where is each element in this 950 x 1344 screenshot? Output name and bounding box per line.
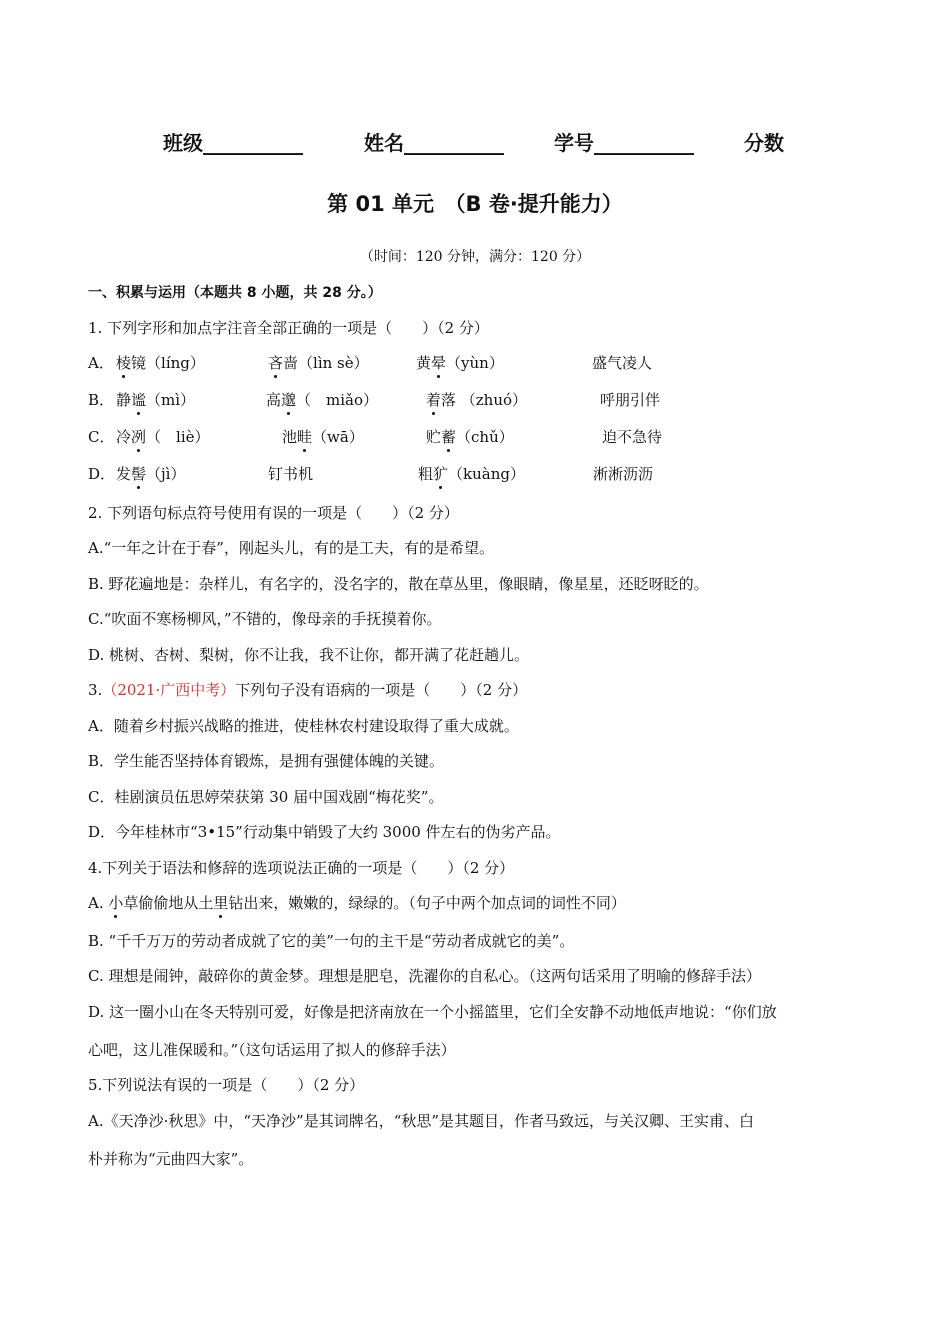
name-field: 姓名__________ [364,131,504,155]
q5-option-a-line1: A.《天净沙·秋思》中，“天净沙”是其词牌名，“秋思”是其题目，作者马致远，与关汉卿、王实甫、白 [88,1112,755,1130]
q1-option-d-item2: 钉书机 [268,465,314,483]
q2-option-b: B. 野花遍地是：杂样儿，有名字的，没名字的，散在草丛里，像眼睛，像星星，还眨呀眨的。 [88,575,709,593]
q1-option-d-label: D． [88,465,116,483]
q3-source: （2021·广西中考） [102,681,236,699]
q3-stem: 3.（2021·广西中考）下列句子没有语病的一项是（ ）（2 分） [88,681,528,699]
page-title: 第 01 单元 （B 卷·提升能力） [327,192,623,216]
q2-option-d: D. 桃树、杏树、梨树，你不让我，我不让你，都开满了花赶趟儿。 [88,646,530,664]
q4-option-b: B. “千千万万的劳动者成就了它的美”一句的主干是“劳动者成就它的美”。 [88,932,575,950]
q1-option-c-item4: 迫不急待 [602,428,663,446]
time-info: （时间：120 分钟，满分：120 分） [359,249,591,265]
section-heading: 一、积累与运用（本题共 8 小题，共 28 分。） [88,285,382,301]
q1-option-a-item1: 棱镜（líng） [116,354,205,372]
q1-option-d-item4: 淅淅沥沥 [593,465,654,483]
q4-option-d-line1: D. 这一圈小山在冬天特别可爱，好像是把济南放在一个小摇篮里，它们全安静不动地低声地说：“你们放 [88,1003,777,1021]
q2-option-a: A.“一年之计在于春”，刚起头儿，有的是工夫，有的是希望。 [88,539,494,557]
q1-option-b-item1: 静谧（mì） [116,391,196,409]
q4-stem: 4.下列关于语法和修辞的选项说法正确的一项是（ ）（2 分） [88,859,515,877]
q5-option-a-line2: 朴并称为“元曲四大家”。 [88,1150,254,1168]
q1-option-b-item2: 高邈（ miǎo） [266,391,379,409]
class-field: 班级__________ [163,131,303,155]
q2-stem: 2. 下列语句标点符号使用有误的一项是（ ）（2 分） [88,504,459,522]
q4-option-c: C. 理想是闹钟，敲碎你的黄金梦。理想是肥皂，洗濯你的自私心。（这两句话采用了明喻的修辞手法） [88,967,761,985]
q5-stem: 5.下列说法有误的一项是（ ）（2 分） [88,1076,365,1094]
q3-option-b: B．学生能否坚持体育锻炼，是拥有强健体魄的关键。 [88,752,445,770]
q1-option-c-item3: 贮蓄（chǔ） [426,428,514,446]
q1-option-b-item3: 着落 （zhuó） [426,391,528,409]
q1-option-c-item1: 冷冽（ liè） [116,428,210,446]
student-id-field: 学号__________ [554,131,694,155]
q1-option-a-label: A． [88,354,114,372]
q1-option-d-item3: 粗犷（kuàng） [418,465,525,483]
q1-option-b-label: B． [88,391,115,409]
q1-stem: 1. 下列字形和加点字注音全部正确的一项是（ ）（2 分） [88,319,489,337]
q3-option-d: D．今年桂林市“3•15”行动集中销毁了大约 3000 件左右的伪劣产品。 [88,823,561,841]
q4-option-a: A. 小草偷偷地从土里钻出来，嫩嫩的，绿绿的。（句子中两个加点词的词性不同） [88,894,626,912]
q2-option-c: C.“吹面不寒杨柳风，”不错的，像母亲的手抚摸着你。 [88,610,442,628]
q1-option-b-item4: 呼朋引伴 [600,391,661,409]
q1-option-c-label: C． [88,428,115,446]
q3-option-a: A．随着乡村振兴战略的推进，使桂林农村建设取得了重大成就。 [88,717,519,735]
q1-option-a-item3: 黄晕（yùn） [416,354,504,372]
q1-option-a-item2: 吝啬（lìn sè） [268,354,369,372]
q1-option-a-item4: 盛气凌人 [592,354,653,372]
score-field: 分数 [744,131,784,155]
q1-option-d-item1: 发髻（jì） [116,465,186,483]
q3-option-c: C．桂剧演员伍思婷荣获第 30 届中国戏剧“梅花奖”。 [88,788,444,806]
q4-option-d-line2: 心吧，这儿准保暖和。”（这句话运用了拟人的修辞手法） [88,1041,456,1059]
q1-option-c-item2: 池畦（wā） [282,428,364,446]
